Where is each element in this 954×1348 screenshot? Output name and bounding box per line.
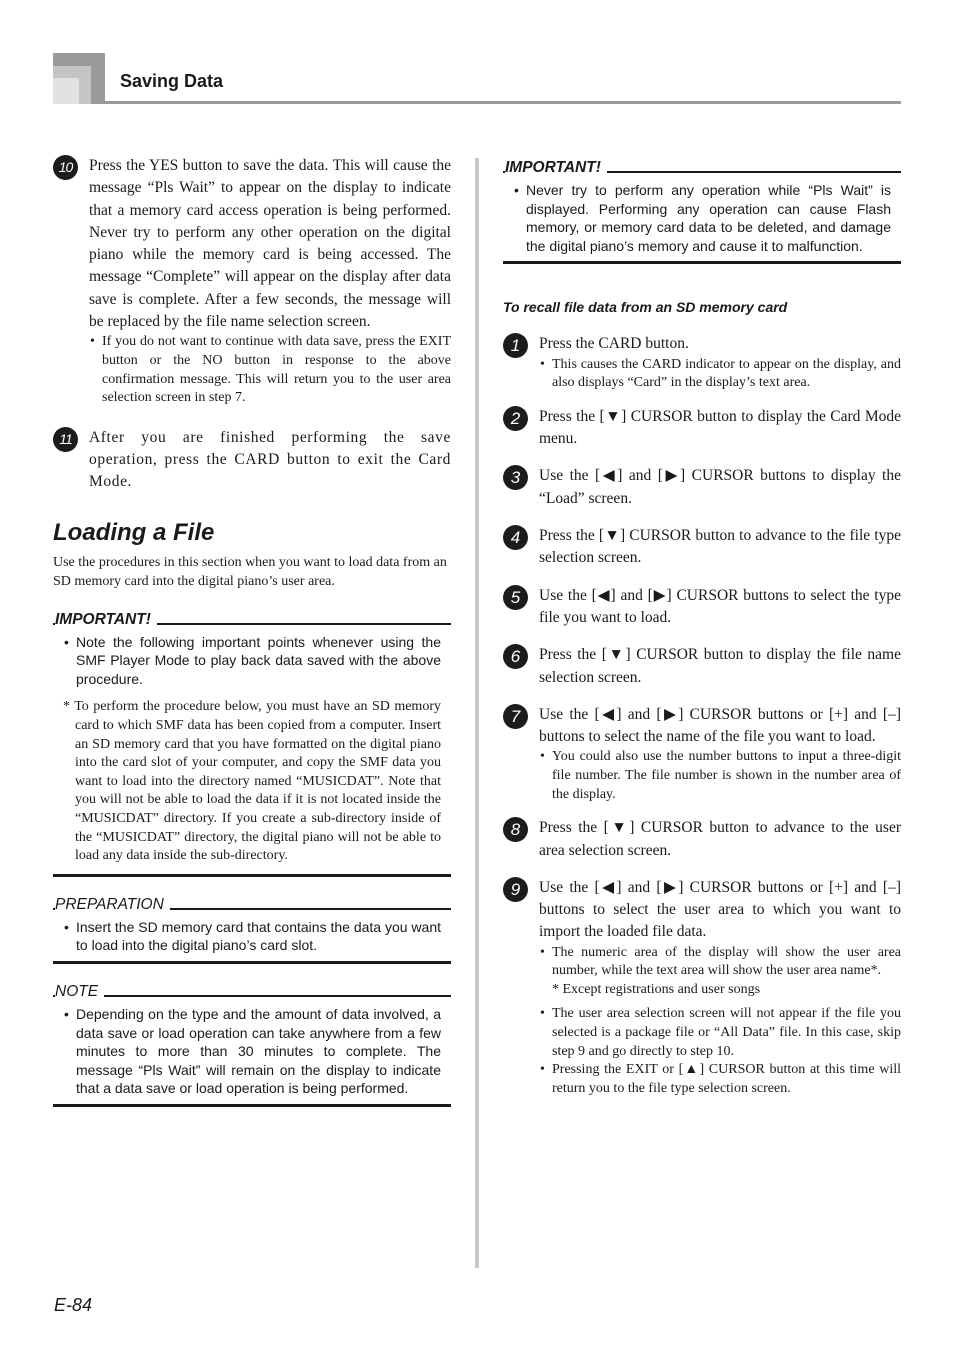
step-11: [53, 427, 451, 494]
important-box: [53, 611, 451, 877]
bullet-item: • Never try to perform any operation while “Pls Wait” is displayed. Performing any operation can cause Flash memory, or memory card data to be deleted, and damage the digital piano’s memory and cause it to malfunction.: [513, 181, 891, 255]
step-number-badge: 7: [503, 704, 528, 729]
step-3: [503, 465, 901, 510]
step-text: Press the [▼] CURSOR button to advance to the user area selection screen.: [539, 819, 901, 859]
bullet-item: • Insert the SD memory card that contains the data you want to load into the digital piano’s card slot.: [63, 918, 441, 955]
preparation-header: [53, 896, 451, 916]
important-bullets: [513, 181, 891, 255]
step-5: [503, 585, 901, 630]
step-text: After you are finished performing the save operation, press the CARD button to exit the Card Mode.: [89, 428, 451, 491]
header-rule: [105, 101, 901, 104]
bullet-item: • The user area selection screen will not appear if the file you selected is a package file or “All Data” file. In this case, skip step 9 and go directly to step 10.: [539, 1005, 901, 1061]
important-label: IMPORTANT!: [55, 611, 157, 629]
step-10: [53, 155, 451, 408]
step-text: Press the [▼] CURSOR button to advance to the file type selection screen.: [539, 527, 901, 567]
preparation-bullets: [63, 918, 441, 955]
step-number-badge: 6: [503, 644, 528, 669]
step-text: Use the [◀] and [▶] CURSOR buttons or [+] and [–] buttons to select the name of the file you want to load.: [539, 705, 901, 746]
column-divider: [475, 158, 479, 1268]
bullet-item: • You could also use the number buttons to input a three-digit file number. The file number is shown in the number area of the display.: [539, 748, 901, 804]
bullet-item: • Note the following important points whenever using the SMF Player Mode to play back data saved with the above procedure.: [63, 633, 441, 689]
step-number-badge: 8: [503, 817, 528, 842]
step-number-badge: 2: [503, 406, 528, 431]
box-end-rule: [53, 1104, 451, 1107]
important-box: [503, 155, 901, 264]
box-end-rule: [53, 874, 451, 877]
step-number-badge: 10: [53, 155, 78, 180]
step-number-badge: 11: [53, 427, 78, 452]
step-number-badge: 9: [503, 877, 528, 902]
bullet-item: • If you do not want to continue with data save, press the EXIT button or the NO button in response to the above confirmation message. This will return you to the user area selection screen in step 7.: [89, 333, 451, 407]
note-box: [53, 983, 451, 1107]
right-column: [503, 155, 901, 1098]
step-9: [503, 877, 901, 1099]
bullet-text: The numeric area of the display will show the user area number, while the text area will show the user area name*.: [552, 944, 901, 979]
bullet-subnote: * Except registrations and user songs: [552, 981, 761, 997]
note-body: [53, 1003, 451, 1104]
step-8: [503, 817, 901, 862]
procedure-subheading: To recall file data from an SD memory card: [503, 299, 788, 316]
step-bullets-secondary: [539, 1005, 901, 1098]
bullet-item: • Pressing the EXIT or [▲] CURSOR button at this time will return you to the file type selection screen.: [539, 1061, 901, 1098]
important-body: [53, 631, 451, 872]
preparation-label: PREPARATION: [55, 896, 170, 914]
step-number-badge: 1: [503, 333, 528, 358]
page-number: E-84: [54, 1295, 93, 1315]
step-text: Press the CARD button.: [539, 335, 689, 353]
step-bullets: [89, 333, 451, 407]
box-end-rule: [503, 261, 901, 264]
step-bullets: [539, 944, 901, 1000]
important-body: [503, 175, 901, 261]
box-rule: [53, 995, 451, 997]
bullet-item: • Depending on the type and the amount of data involved, a data save or load operation can take anywhere from a few minutes to more than 30 minutes to complete. The message “Pls Wait” will remain on the display to indicate that a data save or load operation is being performed.: [63, 1005, 441, 1098]
preparation-box: [53, 896, 451, 964]
important-header: [503, 155, 901, 175]
step-number-badge: 5: [503, 585, 528, 610]
header-title: Saving Data: [120, 71, 224, 91]
step-text: Press the [▼] CURSOR button to display the file name selection screen.: [539, 646, 901, 686]
important-label: IMPORTANT!: [505, 159, 607, 177]
box-end-rule: [53, 961, 451, 964]
step-text: Use the [◀] and [▶] CURSOR buttons or [+] and [–] buttons to select the user area to which you want to import the loaded file data.: [539, 878, 901, 941]
note-header: [53, 983, 451, 1003]
step-4: [503, 525, 901, 570]
important-bullets: [63, 633, 441, 689]
step-bullets: [539, 748, 901, 804]
bullet-item: • This causes the CARD indicator to appear on the display, and also displays “Card” in the display’s text area.: [539, 356, 901, 393]
step-text: Press the [▼] CURSOR button to display the Card Mode menu.: [539, 407, 901, 448]
step-number-badge: 3: [503, 465, 528, 490]
left-column: [53, 155, 451, 1107]
step-6: [503, 644, 901, 689]
step-7: [503, 704, 901, 804]
note-bullets: [63, 1005, 441, 1098]
preparation-body: [53, 916, 451, 961]
step-bullets: [539, 356, 901, 393]
star-note: * To perform the procedure below, you must have an SD memory card to which SMF data has been copied from a computer. Insert an SD memory card that you have formatted on the digital piano into the card slot of your computer, and copy the SMF data you want to load into the directory named “MUSICDAT”. Note that you will not be able to load the data if it is not located inside the “MUSICDAT” directory. If you create a sub-directory inside of the “MUSICDAT” directory, the digital piano will not be able to load any data inside the sub-directory.: [63, 699, 441, 864]
step-text: Press the YES button to save the data. This will cause the message “Pls Wait” to appear on the display to indicate that a memory card access operation is being performed. Never try to perform any other operation on the digital piano while the memory card is being accessed. The message “Complete” will appear on the display after data save is complete. After a few seconds, the message will be replaced by the file name selection screen.: [89, 157, 451, 331]
step-number-badge: 4: [503, 525, 528, 550]
step-text: Use the [◀] and [▶] CURSOR buttons to display the “Load” screen.: [539, 467, 901, 507]
note-label: NOTE: [55, 983, 104, 1001]
header-tab-graphic-light: [53, 78, 79, 104]
step-1: [503, 333, 901, 392]
section-title: Loading a File: [53, 518, 215, 546]
bullet-item: [539, 944, 901, 1000]
step-text: Use the [◀] and [▶] CURSOR buttons to select the type file you want to load.: [539, 586, 901, 626]
step-2: [503, 406, 901, 451]
section-intro: Use the procedures in this section when you want to load data from an SD memory card into the digital piano’s user area.: [53, 554, 447, 590]
important-header: [53, 611, 451, 631]
